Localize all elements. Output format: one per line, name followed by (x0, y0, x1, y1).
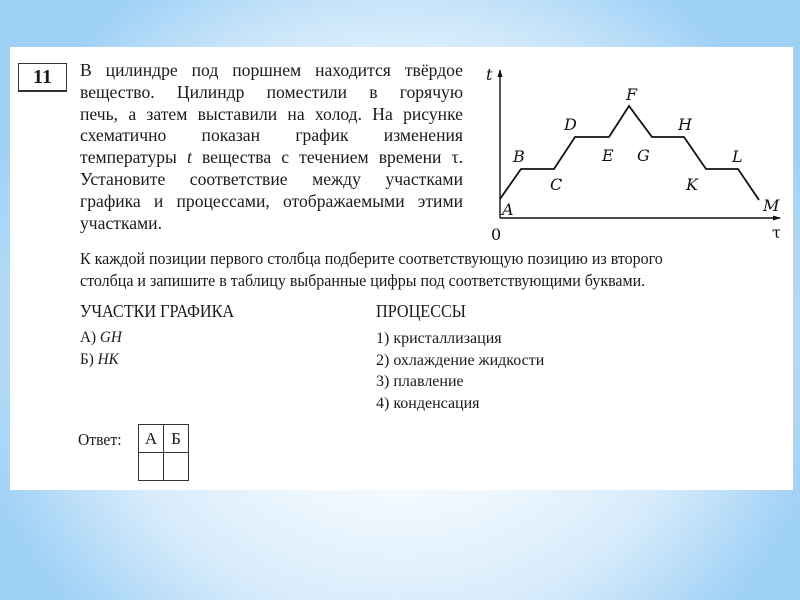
question-line-3: печь, а затем выставили на холод. На рисунке (80, 103, 463, 124)
answer-header-a: А (139, 425, 164, 453)
answer-table (138, 424, 189, 481)
point-label-c: C (550, 175, 563, 194)
point-label-k: K (686, 175, 698, 194)
question-text (80, 60, 463, 234)
instruction-line-1: К каждой позиции первого столбца подберите соответствующую позицию из второго (80, 249, 663, 268)
section-item-b (80, 349, 122, 371)
processes-header: ПРОЦЕССЫ (376, 301, 466, 321)
graph-sections-list (80, 327, 122, 370)
answer-cell-a[interactable] (139, 453, 164, 481)
temperature-variable: t (186, 147, 192, 168)
origin-label: 0 (491, 225, 502, 244)
temperature-curve (500, 106, 759, 200)
answer-header-b: Б (164, 425, 189, 453)
instruction-line-2: столбца и запишите в таблицу выбранные цифры под соответствующими буквами. (80, 271, 646, 290)
line5-after: вещества с течением времени τ. (191, 147, 464, 168)
point-label-d: D (564, 115, 577, 134)
temperature-time-graph (480, 60, 790, 245)
process-item-3: 3) плавление (376, 373, 464, 390)
point-label-m: M (763, 196, 780, 215)
line5-before: температуры (80, 147, 187, 168)
section-item-a (80, 327, 122, 349)
point-label-e: E (602, 146, 614, 165)
process-item-1: 1) кристаллизация (376, 330, 502, 347)
question-line-6: Установите соответствие между участками (80, 168, 463, 189)
point-label-f: F (626, 85, 638, 104)
instruction-text (80, 248, 734, 292)
question-card (10, 47, 793, 490)
graph-sections-header: УЧАСТКИ ГРАФИКА (80, 301, 235, 321)
question-line-5 (80, 147, 463, 169)
answer-label: Ответ: (78, 430, 122, 449)
section-value: GH (99, 329, 122, 346)
point-label-b: B (513, 147, 525, 166)
y-axis-label: t (486, 65, 493, 84)
question-line-4: схематично показан график изменения (80, 125, 463, 146)
point-label-a: A (502, 200, 514, 219)
process-item-2: 2) охлаждение жидкости (376, 351, 545, 369)
section-value: HK (97, 350, 119, 368)
question-line-2: вещество. Цилиндр поместили в горячую (80, 81, 463, 102)
question-line-7: графика и процессами, отображаемыми этими (80, 190, 463, 211)
point-label-g: G (637, 146, 650, 165)
x-axis-label: τ (772, 223, 781, 242)
point-label-l: L (732, 147, 743, 166)
point-label-h: H (678, 115, 692, 134)
question-number: 11 (18, 63, 67, 92)
question-line-8: участками. (80, 212, 162, 233)
answer-cell-b[interactable] (164, 453, 189, 481)
process-item-4: 4) конденсация (376, 394, 480, 412)
section-prefix: А) (80, 329, 100, 346)
processes-list (376, 328, 544, 414)
section-prefix: Б) (80, 350, 98, 368)
question-line-1: В цилиндре под поршнем находится твёрдое (80, 60, 463, 80)
